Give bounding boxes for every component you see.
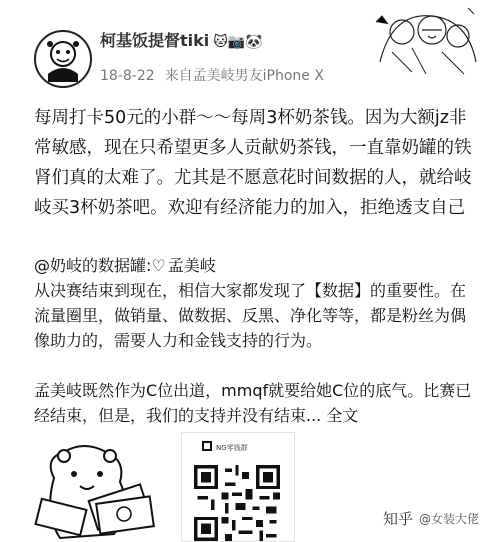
post-paragraph-2 bbox=[34, 378, 474, 428]
reposted-content bbox=[34, 253, 474, 353]
author-name[interactable] bbox=[100, 28, 263, 51]
watermark-brand: 知乎 bbox=[383, 510, 414, 528]
post-date: 18-8-22 bbox=[100, 68, 155, 84]
cartoon-bear-money-image[interactable] bbox=[34, 438, 164, 540]
qr-code-icon[interactable] bbox=[194, 465, 280, 541]
mention-tag[interactable]: 孟美岐 bbox=[167, 256, 216, 275]
group-logo-icon bbox=[202, 441, 212, 451]
quote-text: 从决赛结束到现在，相信大家都发现了【数据】的重要性。在流量圈里，做销量、做数据、反黑、净化等等，都是粉丝为偶像助力的，需要人力和金钱支持的行为。 bbox=[34, 281, 467, 350]
full-text-link[interactable]: 全文 bbox=[326, 406, 359, 425]
post-meta bbox=[100, 65, 324, 85]
qr-poster[interactable] bbox=[181, 432, 295, 542]
user-badges-icon: 🐱📷🐼 bbox=[213, 34, 263, 50]
post-source[interactable]: 来自孟美岐男友iPhone X bbox=[164, 68, 324, 84]
poster-label: NG零钱群 bbox=[216, 444, 248, 452]
post-body: 每周打卡50元的小群～～每周3杯奶茶钱。因为大额jz非常敏感，现在只希望更多人贡献奶茶钱，一直靠奶罐的铁肾们真的太难了。尤其是不愿意花时间数据的人，就给岐岐买3杯奶茶吧。欢迎有经济能力的加入，拒绝透支自己 bbox=[34, 108, 472, 218]
mention-link[interactable]: @奶岐的数据罐: bbox=[34, 256, 152, 275]
author-name-text[interactable]: 柯基饭提督tiki bbox=[100, 31, 210, 50]
avatar[interactable] bbox=[34, 30, 92, 88]
paragraph-2-text: 孟美岐既然作为C位出道，mmqf就要给她C位的底气。比赛已经结束，但是，我们的支持并没有结束... bbox=[34, 381, 472, 425]
avatar-icon bbox=[36, 32, 90, 86]
watermark-handle: @女装大佬 bbox=[419, 512, 480, 526]
decorative-illustration-icon bbox=[372, 2, 484, 80]
diamond-icon: ♡ bbox=[151, 256, 166, 275]
zhihu-watermark bbox=[383, 508, 479, 529]
